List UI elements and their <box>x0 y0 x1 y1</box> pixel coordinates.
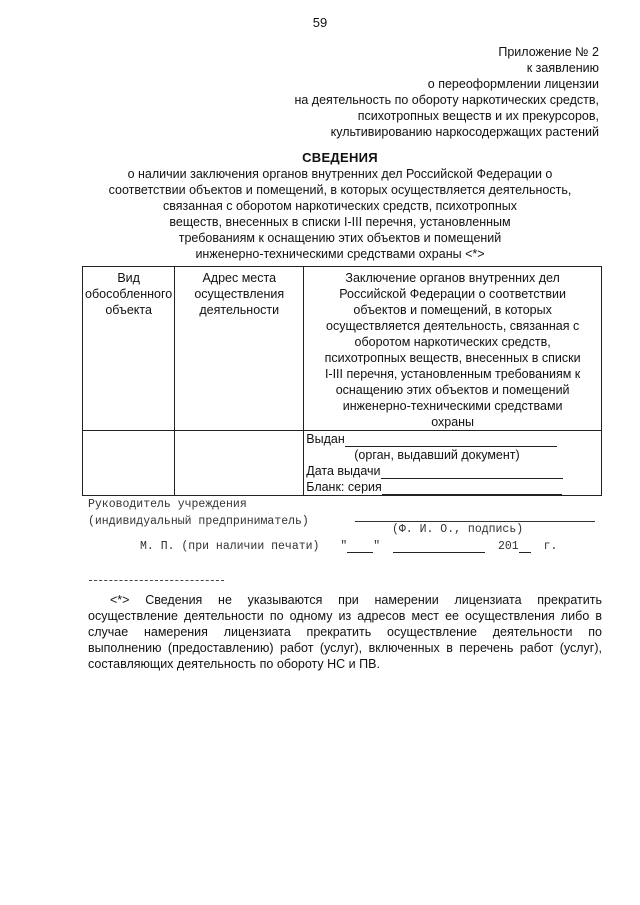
stamp-label: М. П. (при наличии печати) <box>140 540 320 553</box>
footnote-divider <box>89 580 224 581</box>
header-text: Заключение органов внутренних дел <box>345 271 560 285</box>
issued-field[interactable] <box>306 431 599 447</box>
document-title: СВЕДЕНИЯ <box>302 150 378 165</box>
date-label: Дата выдачи <box>306 464 381 478</box>
signature-line[interactable] <box>355 521 595 522</box>
subtitle-line: о наличии заключения органов внутренних дел Российской Федерации о <box>127 167 553 181</box>
day-line[interactable] <box>347 542 373 553</box>
year-suffix: г. <box>543 540 558 553</box>
header-text: оснащению этих объектов и помещений <box>335 383 570 397</box>
appendix-line: психотропных веществ и их прекурсоров, <box>357 109 599 123</box>
signature-block <box>88 496 309 530</box>
appendix-line: культивированию наркосодержащих растений <box>330 125 599 139</box>
header-text: Вид <box>117 271 140 285</box>
header-text: объекта <box>105 303 152 317</box>
stamp-date-row <box>140 540 557 553</box>
header-text: охраны <box>431 415 475 429</box>
cell-conclusion <box>304 431 602 496</box>
document-subtitle <box>60 166 620 262</box>
header-object-type <box>83 267 175 431</box>
signature-subtitle: (индивидуальный предприниматель) <box>88 515 309 528</box>
form-label: Бланк: серия <box>306 480 382 494</box>
header-text: инженерно-техническими средствами <box>342 399 563 413</box>
date-field[interactable] <box>306 463 599 479</box>
header-text: обособленного <box>85 287 173 301</box>
header-text: оборотом наркотических средств, <box>354 335 551 349</box>
appendix-line: к заявлению <box>526 61 599 75</box>
page-number: 59 <box>312 15 328 30</box>
subtitle-line: связанная с оборотом наркотических средств, психотропных <box>163 199 517 213</box>
date-line[interactable] <box>381 466 563 479</box>
appendix-line: на деятельность по обороту наркотических средств, <box>294 93 599 107</box>
subtitle-line: требованиям к оснащению этих объектов и помещений <box>178 231 502 245</box>
subtitle-line: соответствии объектов и помещений, в которых осуществляется деятельность, <box>108 183 572 197</box>
header-address <box>175 267 304 431</box>
date-quote-open: " <box>340 540 348 553</box>
signature-title: Руководитель учреждения <box>88 498 247 511</box>
header-text: I-III перечня, установленным требованиям к <box>324 367 581 381</box>
table-row <box>83 431 602 496</box>
form-line[interactable] <box>382 482 562 495</box>
month-line[interactable] <box>393 542 485 553</box>
subtitle-line: веществ, внесенных в списки I-III перечня, установленным <box>169 215 511 229</box>
table-header-row <box>83 267 602 431</box>
header-text: объектов и помещений, в которых <box>353 303 552 317</box>
header-text: деятельности <box>199 303 280 317</box>
appendix-header <box>294 44 599 140</box>
footnote-text: <*> Сведения не указываются при намерении лицензиата прекратить осуществление деятельности по одному из адресов мест ее осуществления либо в случае намерения лицензиата прекратить осуществление деятельности по выполнению (предоставлению) работ (услуг), включенных в перечень работ (услуг), составляющих деятельность по обороту НС и ПВ. <box>88 593 602 671</box>
header-text: психотропных веществ, внесенных в списки <box>324 351 581 365</box>
issued-line[interactable] <box>345 434 557 447</box>
date-quote-close: " <box>373 540 381 553</box>
info-table <box>82 266 602 496</box>
header-text: Адрес места <box>202 271 277 285</box>
subtitle-line: инженерно-техническими средствами охраны <*> <box>195 247 485 261</box>
cell-object-type[interactable] <box>83 431 175 496</box>
header-text: Российской Федерации о соответствии <box>339 287 567 301</box>
appendix-line: о переоформлении лицензии <box>427 77 599 91</box>
header-conclusion <box>304 267 602 431</box>
name-signature-hint: (Ф. И. О., подпись) <box>392 523 524 536</box>
form-field[interactable] <box>306 479 599 495</box>
header-text: осуществления <box>194 287 285 301</box>
cell-address[interactable] <box>175 431 304 496</box>
issued-label: Выдан <box>306 432 345 446</box>
header-text: осуществляется деятельность, связанная с <box>326 319 580 333</box>
year-prefix: 201 <box>497 540 519 553</box>
appendix-line: Приложение № 2 <box>498 45 599 59</box>
year-line[interactable] <box>519 542 531 553</box>
issuer-hint: (орган, выдавший документ) <box>354 448 520 462</box>
